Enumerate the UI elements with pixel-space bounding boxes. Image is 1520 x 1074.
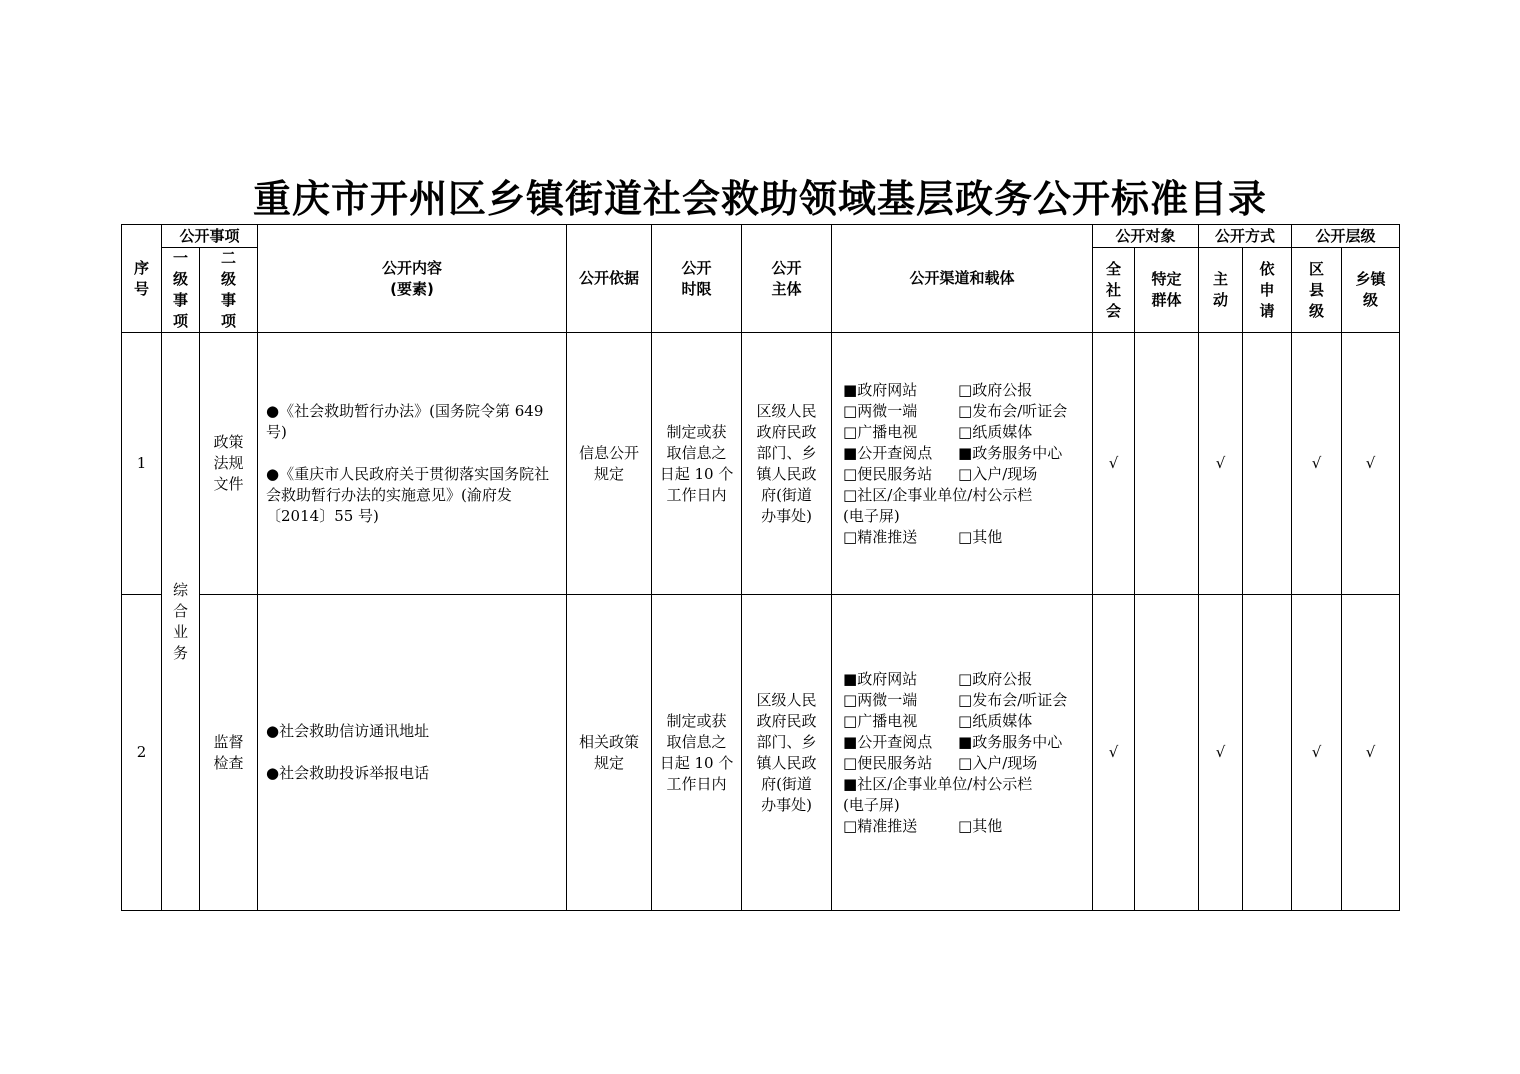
row-time-limit-line: 工作日内 [666,485,727,504]
header-mode-group: 公开方式 [1199,225,1292,248]
header-content-line1: 公开内容 [382,258,443,277]
channel-option: □精准推送 [843,527,918,546]
header-items-group: 公开事项 [162,225,258,248]
page-title: 重庆市开州区乡镇街道社会救助领域基层政务公开标准目录 [252,176,1267,221]
row-time-limit-line: 制定或获 [666,422,727,441]
channel-option: □精准推送 [843,816,918,835]
row-mode-active: √ [1199,595,1243,911]
header-level-town-line1: 乡镇 [1355,270,1386,288]
header-row-1 [122,225,1400,248]
vertical-char: 综 [172,580,188,599]
vertical-char: 依 [1259,259,1275,278]
channel-row [843,774,1092,795]
row-subject-line: 府(街道 [761,774,812,793]
vertical-char: 级 [221,270,237,288]
vertical-char: 级 [172,270,188,288]
row-subject-line: 镇人民政 [756,464,817,483]
header-level-district [1292,248,1342,333]
row-audience-specific [1135,333,1199,595]
row-time-limit-line: 取信息之 [666,443,727,462]
header-mode-request [1243,248,1292,333]
row-basis-line: 规定 [594,753,625,772]
row-subject-line: 镇人民政 [756,753,817,772]
header-seq-text [122,258,161,300]
header-seq [122,225,162,333]
header-audience-specific-line1: 特定 [1151,270,1182,288]
row-content [258,595,567,911]
vertical-char: 请 [1259,301,1275,320]
row-audience-specific [1135,595,1199,911]
vertical-char: 动 [1213,291,1229,309]
row-time-limit-line: 工作日内 [666,774,727,793]
row-level-district: √ [1292,333,1342,595]
channel-row [843,527,1092,548]
channel-row [843,795,1092,816]
channel-option: □其他 [958,816,1003,835]
row-subject [742,333,832,595]
channel-option: ■政府网站 [843,380,918,399]
row-time-limit-line: 日起 10 个 [659,464,734,483]
header-content [258,225,567,333]
channel-option: ■政府网站 [843,669,918,688]
channel-row [843,711,1092,732]
header-level1 [162,248,200,333]
header-level-district-text [1292,259,1341,322]
vertical-char: 务 [172,643,188,662]
row-subject-line: 办事处) [761,506,812,525]
header-time-limit [652,225,742,333]
channel-option: □入户/现场 [958,464,1038,483]
header-subject-line1: 公开 [771,258,802,277]
catalog-table [121,224,1400,911]
row-level1-text [162,580,199,664]
table-row [122,595,1400,911]
header-level2 [200,248,258,333]
channel-option: (电子屏) [843,506,900,525]
vertical-char: 县 [1309,280,1325,299]
vertical-char: 一 [172,249,188,267]
row-level2-line: 监督 [213,732,244,751]
channel-option: ■社区/企事业单位/村公示栏 [843,774,1033,793]
row-channels [832,333,1093,595]
row-audience-all: √ [1093,595,1135,911]
channel-row [843,443,1092,464]
channel-option: □纸质媒体 [958,711,1033,730]
row-subject-line: 区级人民 [756,690,817,709]
channel-row [843,669,1092,690]
row-subject-line: 政府民政 [756,422,817,441]
vertical-char: 合 [172,601,188,620]
channel-option: □便民服务站 [843,753,933,772]
row-mode-request [1243,333,1292,595]
channel-option: □政府公报 [958,380,1033,399]
row-subject-line: 办事处) [761,795,812,814]
row-level-town: √ [1342,595,1400,911]
vertical-char: 事 [221,291,237,309]
header-time-limit-line1: 公开 [681,258,712,277]
header-audience-specific [1135,248,1199,333]
vertical-char: 项 [221,312,237,330]
row-level2-line: 检查 [213,753,244,772]
row-subject-line: 府(街道 [761,485,812,504]
channel-row [843,732,1092,753]
channel-option: □广播电视 [843,422,918,441]
vertical-char: 社 [1106,280,1122,299]
row-basis-line: 规定 [594,464,625,483]
channel-option: □纸质媒体 [958,422,1033,441]
row-time-limit [652,595,742,911]
header-level1-text [162,248,199,332]
row-seq: 2 [122,595,162,911]
row-level2 [200,595,258,911]
header-channels: 公开渠道和载体 [832,225,1093,333]
header-time-limit-line2: 时限 [681,279,712,298]
header-level-town [1342,248,1400,333]
row-time-limit [652,333,742,595]
header-mode-active-text [1199,269,1242,311]
channel-option: □发布会/听证会 [958,401,1068,420]
channel-row [843,816,1092,837]
vertical-char: 级 [1309,301,1325,320]
vertical-char: 事 [172,291,188,309]
vertical-char: 号 [133,279,149,298]
vertical-char: 主 [1213,270,1229,288]
header-content-line2: (要素) [390,279,434,298]
row-level2-line: 文件 [213,475,244,493]
row-time-limit-line: 制定或获 [666,711,727,730]
channel-row [843,485,1092,506]
channel-option: (电子屏) [843,795,900,814]
vertical-char: 项 [172,312,188,330]
row-level2-line: 法规 [213,454,244,472]
row-channels [832,595,1093,911]
channel-option: □发布会/听证会 [958,690,1068,709]
header-level-group: 公开层级 [1292,225,1400,248]
row-level-district: √ [1292,595,1342,911]
channel-option: □两微一端 [843,401,918,420]
vertical-char: 会 [1106,301,1122,320]
header-level-town-line2: 级 [1363,291,1379,309]
content-item: ●社会救助信访通讯地址 [266,722,430,740]
row-level-town: √ [1342,333,1400,595]
channel-row [843,753,1092,774]
row-subject-line: 区级人民 [756,401,817,420]
vertical-char: 申 [1259,280,1275,299]
vertical-char: 二 [221,249,237,267]
header-subject [742,225,832,333]
row-audience-all: √ [1093,333,1135,595]
channel-option: □入户/现场 [958,753,1038,772]
row-subject [742,595,832,911]
header-audience-all [1093,248,1135,333]
row-time-limit-line: 取信息之 [666,732,727,751]
row-time-limit-line: 日起 10 个 [659,753,734,772]
row-subject-line: 政府民政 [756,711,817,730]
header-audience-specific-line2: 群体 [1151,291,1182,309]
channel-option: □政府公报 [958,669,1033,688]
channel-option: □广播电视 [843,711,918,730]
row-basis-line: 信息公开 [579,443,640,462]
vertical-char: 序 [133,258,149,277]
header-audience-group: 公开对象 [1093,225,1199,248]
row-level1 [162,333,200,911]
channel-option: ■公开查阅点 [843,732,933,751]
channel-option: □其他 [958,527,1003,546]
channel-option: ■公开查阅点 [843,443,933,462]
row-level2 [200,333,258,595]
header-subject-line2: 主体 [771,279,802,298]
vertical-char: 业 [172,622,188,641]
channel-option: □社区/企事业单位/村公示栏 [843,485,1033,504]
row-subject-line: 部门、乡 [756,732,817,751]
row-subject-line: 部门、乡 [756,443,817,462]
channel-option: ■政务服务中心 [958,443,1063,462]
content-item: ●《重庆市人民政府关于贯彻落实国务院社会救助暂行办法的实施意见》(渝府发〔2014〕55 号) [266,464,550,525]
row-level2-line: 政策 [213,433,244,451]
row-basis [567,333,652,595]
channel-option: ■政务服务中心 [958,732,1063,751]
channel-option: □两微一端 [843,690,918,709]
header-mode-request-text [1243,259,1291,322]
channel-row [843,690,1092,711]
row-basis [567,595,652,911]
row-mode-request [1243,595,1292,911]
vertical-char: 全 [1106,259,1122,278]
channel-row [843,422,1092,443]
content-item: ●《社会救助暂行办法》(国务院令第 649 号) [266,401,544,441]
channel-row [843,380,1092,401]
vertical-char: 区 [1309,259,1325,278]
channel-row [843,401,1092,422]
table-row [122,333,1400,595]
channel-row [843,506,1092,527]
header-level2-text [200,248,257,332]
channel-option: □便民服务站 [843,464,933,483]
row-content [258,333,567,595]
channel-row [843,464,1092,485]
header-mode-active [1199,248,1243,333]
row-mode-active: √ [1199,333,1243,595]
row-seq: 1 [122,333,162,595]
header-audience-all-text [1093,259,1134,322]
row-basis-line: 相关政策 [579,732,640,751]
header-basis: 公开依据 [567,225,652,333]
content-item: ●社会救助投诉举报电话 [266,764,430,782]
